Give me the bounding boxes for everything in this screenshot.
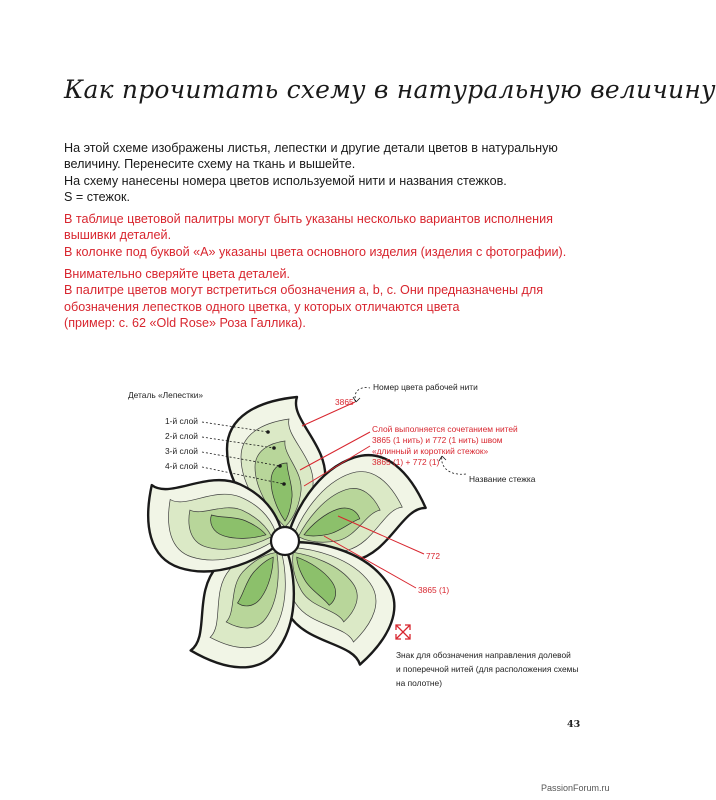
grain-note	[396, 648, 596, 690]
page-title: Как прочитать схему в натуральную величину	[64, 75, 716, 104]
grain-note-line: на полотне)	[396, 678, 442, 688]
layer-label-1: 1-й слой	[165, 416, 198, 426]
combo-note	[372, 424, 518, 468]
combo-note-line: Слой выполняется сочетанием нитей	[372, 424, 518, 434]
color-check-line: обозначения лепестков одного цветка, у которых отличаются цвета	[64, 299, 460, 314]
color-check-line: В палитре цветов могут встретиться обозначения a, b, c. Они предназначены для	[64, 283, 544, 298]
layer-label-2: 2-й слой	[165, 431, 198, 441]
watermark: PassionForum.ru	[541, 783, 610, 793]
layer-label-4: 4-й слой	[165, 461, 198, 471]
thread-772-label: 772	[426, 551, 440, 561]
palette-note-line: В колонке под буквой «А» указаны цвета основного изделия (изделия с фотографии).	[64, 244, 567, 259]
color-check-line: Внимательно сверяйте цвета деталей.	[64, 267, 290, 281]
combo-note-line: 3865 (1) + 772 (1)	[372, 457, 440, 467]
thread-number-label: Номер цвета рабочей нити	[373, 382, 478, 392]
layer-label-3: 3-й слой	[165, 446, 198, 456]
intro-line: величину. Перенесите схему на ткань и вышейте.	[64, 157, 356, 172]
intro-line: S = стежок.	[64, 189, 130, 204]
intro-line: На схему нанесены номера цветов используемой нити и названия стежков.	[64, 173, 507, 188]
thread-3865-label: 3865	[335, 397, 354, 407]
thread-3865-1-label: 3865 (1)	[418, 585, 450, 595]
grain-note-line: и поперечной нитей (для расположения схемы	[396, 664, 579, 674]
page-number: 43	[567, 719, 581, 730]
intro-line: На этой схеме изображены листья, лепестки и другие детали цветов в натуральную	[64, 141, 558, 155]
combo-note-line: «длинный и короткий стежок»	[372, 446, 489, 456]
color-check-line: (пример: с. 62 «Old Rose» Роза Галлика).	[64, 315, 306, 330]
stitch-name-label: Название стежка	[469, 474, 536, 484]
grain-direction-icon	[396, 625, 410, 639]
grain-note-line: Знак для обозначения направления долевой	[396, 650, 571, 660]
palette-note-line: вышивки деталей.	[64, 228, 172, 243]
combo-note-line: 3865 (1 нить) и 772 (1 нить) швом	[372, 435, 503, 445]
palette-note-line: В таблице цветовой палитры могут быть указаны несколько вариантов исполнения	[64, 212, 553, 226]
detail-label: Деталь «Лепестки»	[128, 390, 204, 400]
